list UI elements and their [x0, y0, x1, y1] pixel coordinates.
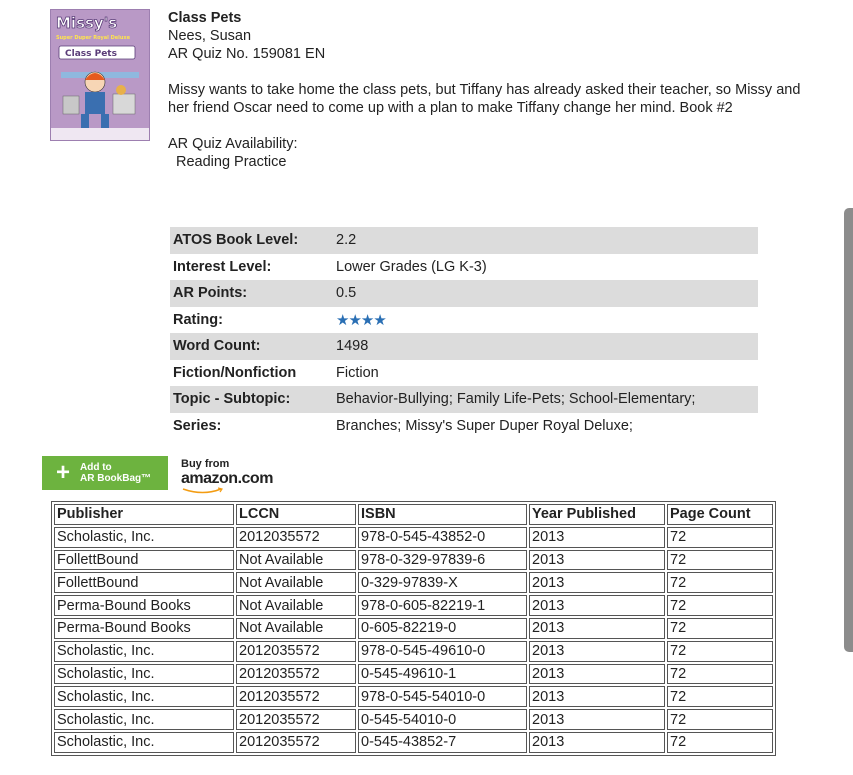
cell-publisher: FollettBound [54, 572, 234, 593]
table-row [54, 618, 773, 639]
book-author: Nees, Susan [168, 28, 252, 44]
cell-pages: 72 [667, 550, 773, 571]
cell-publisher: Scholastic, Inc. [54, 709, 234, 730]
property-label: Word Count: [170, 333, 333, 360]
property-value: Fiction [336, 364, 379, 381]
table-row [54, 686, 773, 707]
availability-reading-practice: Reading Practice [176, 154, 287, 170]
star-icon: ★★★ [336, 311, 374, 329]
cell-isbn: 0-329-97839-X [358, 572, 527, 593]
property-row [170, 360, 758, 387]
cell-isbn: 978-0-545-49610-0 [358, 641, 527, 662]
cell-pages: 72 [667, 686, 773, 707]
cell-year: 2013 [529, 709, 665, 730]
property-row [170, 254, 758, 281]
cover-series-name: Missy's [56, 14, 118, 32]
cell-publisher: Scholastic, Inc. [54, 732, 234, 753]
table-row [54, 595, 773, 616]
cell-pages: 72 [667, 641, 773, 662]
add-to-bookbag-button[interactable] [42, 456, 168, 490]
cell-isbn: 978-0-329-97839-6 [358, 550, 527, 571]
property-label: Fiction/Nonfiction [173, 364, 297, 381]
cell-lccn: 2012035572 [236, 527, 356, 548]
property-row [170, 386, 758, 413]
header-lccn: LCCN [236, 504, 356, 525]
header-year-published: Year Published [529, 504, 665, 525]
cell-isbn: 0-545-43852-7 [358, 732, 527, 753]
rating-stars [333, 307, 758, 334]
cell-publisher: Scholastic, Inc. [54, 641, 234, 662]
cell-pages: 72 [667, 595, 773, 616]
amazon-smile-icon [181, 488, 225, 494]
table-row [54, 527, 773, 548]
amazon-logo: amazon.com [181, 470, 273, 487]
bookbag-label: AR BookBag™ [80, 473, 152, 484]
cell-year: 2013 [529, 664, 665, 685]
book-properties-table [170, 227, 758, 439]
property-value: Lower Grades (LG K-3) [336, 258, 487, 275]
cell-lccn: 2012035572 [236, 664, 356, 685]
cell-lccn: 2012035572 [236, 709, 356, 730]
table-row [54, 664, 773, 685]
cell-publisher: Perma-Bound Books [54, 595, 234, 616]
property-value: 0.5 [333, 280, 758, 307]
property-value: 2.2 [333, 227, 758, 254]
book-title: Class Pets [168, 10, 242, 26]
cover-series-sub: Super Duper Royal Deluxe [56, 35, 131, 41]
half-star-icon: ★ [373, 311, 386, 329]
cell-publisher: Perma-Bound Books [54, 618, 234, 639]
table-header-row [54, 504, 773, 525]
cell-lccn: 2012035572 [236, 686, 356, 707]
property-label: ATOS Book Level: [170, 227, 333, 254]
cell-year: 2013 [529, 572, 665, 593]
plus-icon: + [55, 459, 70, 486]
book-summary: Missy wants to take home the class pets, but Tiffany has already asked their teacher, so Missy and her friend Oscar need to come up with a plan to make Tiffany change her mind. Book #2 [168, 82, 801, 116]
cell-pages: 72 [667, 572, 773, 593]
property-row [170, 333, 758, 360]
property-label: AR Points: [170, 280, 333, 307]
cell-lccn: 2012035572 [236, 732, 356, 753]
property-row [170, 307, 758, 334]
cell-year: 2013 [529, 527, 665, 548]
book-cover-image[interactable] [50, 9, 150, 141]
table-row [54, 550, 773, 571]
cell-pages: 72 [667, 664, 773, 685]
property-label: Series: [173, 417, 222, 434]
cell-pages: 72 [667, 709, 773, 730]
cell-year: 2013 [529, 550, 665, 571]
property-row [170, 280, 758, 307]
property-row [170, 227, 758, 254]
cell-pages: 72 [667, 527, 773, 548]
cell-isbn: 0-545-49610-1 [358, 664, 527, 685]
cell-year: 2013 [529, 732, 665, 753]
cell-publisher: Scholastic, Inc. [54, 664, 234, 685]
cell-isbn: 0-545-54010-0 [358, 709, 527, 730]
availability-label: AR Quiz Availability: [168, 136, 298, 152]
property-value: Branches; Missy's Super Duper Royal Deluxe; [336, 417, 633, 434]
buy-from-label: Buy from [181, 458, 230, 470]
cell-pages: 72 [667, 732, 773, 753]
table-row [54, 641, 773, 662]
cell-year: 2013 [529, 618, 665, 639]
property-value: Behavior-Bullying; Family Life-Pets; School-Elementary; [333, 386, 758, 413]
cell-publisher: Scholastic, Inc. [54, 686, 234, 707]
cell-year: 2013 [529, 641, 665, 662]
property-label: Interest Level: [173, 258, 272, 275]
header-publisher: Publisher [54, 504, 234, 525]
cell-lccn: Not Available [236, 618, 356, 639]
property-label: Rating: [173, 311, 223, 328]
book-info [168, 9, 808, 171]
table-row [54, 572, 773, 593]
table-row [54, 732, 773, 753]
buy-from-amazon-link[interactable] [181, 458, 273, 494]
cell-year: 2013 [529, 595, 665, 616]
property-label: Topic - Subtopic: [170, 386, 333, 413]
cell-lccn: Not Available [236, 595, 356, 616]
cell-isbn: 0-605-82219-0 [358, 618, 527, 639]
add-to-label: Add to [80, 462, 112, 473]
publishers-table [51, 501, 776, 756]
scrollbar-thumb[interactable] [844, 208, 853, 652]
header-isbn: ISBN [358, 504, 527, 525]
table-row [54, 709, 773, 730]
cell-isbn: 978-0-545-54010-0 [358, 686, 527, 707]
cell-isbn: 978-0-605-82219-1 [358, 595, 527, 616]
cover-title: Class Pets [65, 49, 117, 59]
cell-publisher: FollettBound [54, 550, 234, 571]
cell-isbn: 978-0-545-43852-0 [358, 527, 527, 548]
cell-lccn: Not Available [236, 572, 356, 593]
cell-year: 2013 [529, 686, 665, 707]
property-value: 1498 [333, 333, 758, 360]
cell-pages: 72 [667, 618, 773, 639]
cell-lccn: 2012035572 [236, 641, 356, 662]
quiz-number: AR Quiz No. 159081 EN [168, 46, 326, 62]
header-page-count: Page Count [667, 504, 773, 525]
cell-publisher: Scholastic, Inc. [54, 527, 234, 548]
cell-lccn: Not Available [236, 550, 356, 571]
property-row [170, 413, 758, 440]
